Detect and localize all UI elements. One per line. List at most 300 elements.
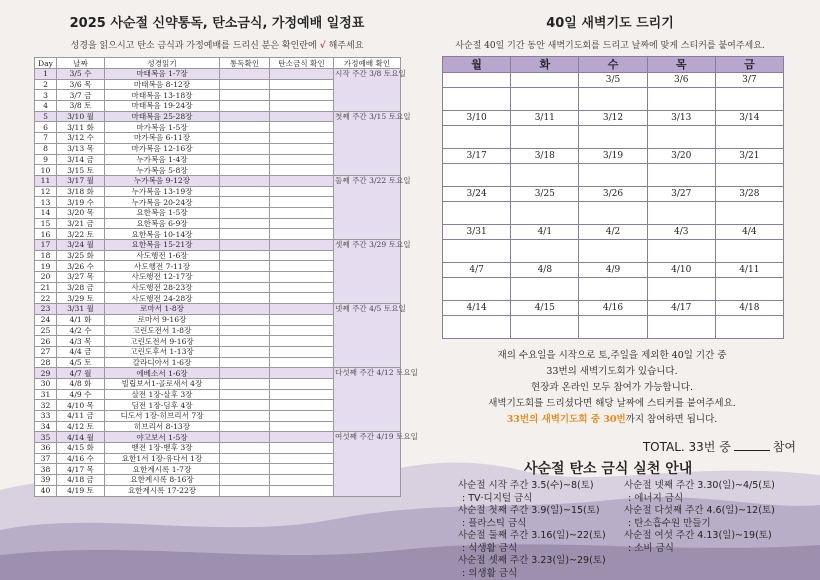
calendar-date-label: 4/4 [716,225,783,240]
fast-week-topic: : 탄소흡수원 만들기 [628,518,711,529]
fast-check-cell[interactable] [270,154,334,165]
day-cell: 9 [35,154,57,165]
fast-check-cell[interactable] [270,197,334,208]
read-check-cell[interactable] [220,357,270,368]
fast-week-line: 사순절 첫째 주간 3.9(일)~15(토) [458,505,600,516]
calendar-date-label: 3/24 [443,187,510,202]
worship-check-cell[interactable]: 첫째 주간 3/15 토요일 [334,111,401,175]
worship-check-cell[interactable]: 다섯째 주간 4/12 토요일 [334,368,401,432]
date-cell: 3/8 토 [57,101,105,112]
sticker-cell[interactable] [579,111,647,148]
reading-cell: 사도행전 12-17장 [105,272,220,283]
read-check-cell[interactable] [220,443,270,454]
read-check-cell[interactable] [220,261,270,272]
fast-check-cell[interactable] [270,165,334,176]
day-cell: 35 [35,432,57,443]
fast-check-cell[interactable] [270,325,334,336]
table-row [35,69,401,80]
fast-check-cell[interactable] [270,111,334,122]
reading-cell: 사도행전 7-11장 [105,261,220,272]
calendar-date-label: 4/14 [443,301,510,316]
total-blank[interactable] [734,450,770,451]
read-check-cell[interactable] [220,314,270,325]
date-cell: 4/17 목 [57,464,105,475]
read-check-cell[interactable] [220,304,270,315]
day-cell: 18 [35,250,57,261]
read-check-cell[interactable] [220,389,270,400]
note-line: 현장과 온라인 모두 참여가 가능합니다. [531,382,693,393]
sticker-cell[interactable] [511,73,579,110]
instruction-after: 해주세요 [328,41,364,51]
fast-week-line: 사순절 시작 주간 3.5(수)~8(토) [458,480,594,491]
day-cell: 31 [35,389,57,400]
fast-check-cell[interactable] [270,207,334,218]
fast-week-line: 사순절 다섯째 주간 4.6(일)~12(토) [624,505,775,516]
date-cell: 3/5 수 [57,69,105,80]
sticker-cell[interactable] [443,225,511,262]
calendar-week [443,300,783,338]
calendar-date-label: 3/26 [579,187,646,202]
calendar-date-label: 3/20 [648,149,715,164]
day-cell: 17 [35,240,57,251]
calendar-date-label: 4/7 [443,263,510,278]
calendar-date-label: 3/17 [443,149,510,164]
day-cell: 22 [35,293,57,304]
calendar-week [443,262,783,300]
date-cell: 3/31 월 [57,304,105,315]
sticker-cell[interactable] [443,301,511,338]
day-cell: 38 [35,464,57,475]
calendar-date-label: 4/11 [716,263,783,278]
worship-check-cell[interactable]: 여섯째 주간 4/19 토요일 [334,432,401,496]
sticker-cell[interactable] [648,111,716,148]
calendar-date-label: 4/17 [648,301,715,316]
sticker-cell[interactable] [716,73,783,110]
fast-check-cell[interactable] [270,186,334,197]
reading-cell: 마가복음 12-16장 [105,143,220,154]
read-check-cell[interactable] [220,122,270,133]
fast-check-cell[interactable] [270,250,334,261]
weekday-tue: 화 [511,57,579,72]
fast-check-cell[interactable] [270,240,334,251]
fast-week-topic: : 플라스틱 금식 [462,518,527,529]
day-cell: 30 [35,378,57,389]
fast-check-cell[interactable] [270,79,334,90]
weekday-thu: 목 [648,57,716,72]
highlight-text: 33번의 새벽기도회 중 30번 [506,414,626,425]
sticker-cell[interactable] [511,225,579,262]
reading-cell: 누가복음 1-4장 [105,154,220,165]
date-cell: 4/16 수 [57,453,105,464]
fast-check-cell[interactable] [270,101,334,112]
read-check-cell[interactable] [220,421,270,432]
reading-cell: 야고보서 1-5장 [105,432,220,443]
sticker-cell[interactable] [716,187,783,224]
day-cell: 13 [35,197,57,208]
reading-cell: 디도서 1장-히브리서 7장 [105,411,220,422]
fast-check-cell[interactable] [270,378,334,389]
sticker-cell[interactable] [579,187,647,224]
read-check-cell[interactable] [220,411,270,422]
header-fast-check: 탄소금식 확인 [270,58,334,69]
calendar-date-label: 3/13 [648,111,715,126]
fast-check-cell[interactable] [270,400,334,411]
date-cell: 3/15 토 [57,165,105,176]
read-check-cell[interactable] [220,154,270,165]
read-check-cell[interactable] [220,453,270,464]
read-check-cell[interactable] [220,240,270,251]
reading-cell: 요한복음 1-5장 [105,207,220,218]
table-header-row [35,58,401,69]
table-row [35,111,401,122]
read-check-cell[interactable] [220,485,270,496]
date-cell: 3/18 화 [57,186,105,197]
date-cell: 3/27 목 [57,272,105,283]
day-cell: 40 [35,485,57,496]
reading-cell: 마태복음 19-24장 [105,101,220,112]
fast-week-topic: : 소비 금식 [628,543,674,554]
sticker-cell[interactable] [511,301,579,338]
reading-cell: 요한계시록 1-7장 [105,464,220,475]
date-cell: 4/15 화 [57,443,105,454]
read-check-cell[interactable] [220,229,270,240]
read-check-cell[interactable] [220,378,270,389]
fast-check-cell[interactable] [270,90,334,101]
read-check-cell[interactable] [220,336,270,347]
read-check-cell[interactable] [220,432,270,443]
day-cell: 8 [35,143,57,154]
day-cell: 2 [35,79,57,90]
reading-cell: 고린도후서 1-13장 [105,346,220,357]
prayer-title: 40일 새벽기도 드리기 [546,16,674,31]
note-highlight-line [442,412,782,428]
fast-check-cell[interactable] [270,485,334,496]
day-cell: 15 [35,218,57,229]
read-check-cell[interactable] [220,90,270,101]
day-cell: 37 [35,453,57,464]
date-cell: 3/26 수 [57,261,105,272]
instruction-before: 성경을 읽으시고 탄소 금식과 가정예배를 드리신 분은 확인란에 [70,41,317,51]
read-check-cell[interactable] [220,69,270,80]
calendar-week [443,110,783,148]
sticker-cell[interactable] [579,73,647,110]
day-cell: 12 [35,186,57,197]
reading-cell: 살전 1장-살후 3장 [105,389,220,400]
date-cell: 3/11 화 [57,122,105,133]
reading-cell: 마태복음 8-12장 [105,79,220,90]
day-cell: 7 [35,133,57,144]
reading-cell: 로마서 1-8장 [105,304,220,315]
read-check-cell[interactable] [220,325,270,336]
sticker-calendar [442,56,784,339]
reading-cell: 사도행전 1-6장 [105,250,220,261]
date-cell: 4/9 수 [57,389,105,400]
calendar-date-label: 3/11 [511,111,578,126]
fast-check-cell[interactable] [270,464,334,475]
date-cell: 3/14 금 [57,154,105,165]
calendar-date-label: 3/19 [579,149,646,164]
reading-table [34,57,418,497]
day-cell: 4 [35,101,57,112]
fast-check-cell[interactable] [270,261,334,272]
date-cell: 4/14 월 [57,432,105,443]
header-worship-check: 가정예배 확인 [334,58,401,69]
sticker-cell[interactable] [648,263,716,300]
date-cell: 4/7 월 [57,368,105,379]
fast-check-cell[interactable] [270,229,334,240]
reading-cell: 요한복음 6-9장 [105,218,220,229]
reading-cell: 사도행전 24-28장 [105,293,220,304]
date-cell: 4/11 금 [57,411,105,422]
prayer-instruction: 사순절 40일 기간 동안 새벽기도회를 드리고 날짜에 맞게 스티커를 붙여주세요. [455,41,765,51]
header-day: Day [35,58,57,69]
fast-check-cell[interactable] [270,357,334,368]
reading-cell: 누가복음 20-24장 [105,197,220,208]
date-cell: 4/10 목 [57,400,105,411]
day-cell: 3 [35,90,57,101]
fast-week-line: 사순절 여섯 주간 4.13(일)~19(토) [624,530,772,541]
reading-cell: 마가복음 1-5장 [105,122,220,133]
sticker-cell[interactable] [648,225,716,262]
date-cell: 3/20 목 [57,207,105,218]
read-check-cell[interactable] [220,282,270,293]
calendar-week [443,72,783,110]
date-cell: 4/3 목 [57,336,105,347]
sticker-cell[interactable] [716,149,783,186]
day-cell: 21 [35,282,57,293]
page-title: 2025 사순절 신약통독, 탄소금식, 가정예배 일정표 [69,16,365,31]
weekday-wed: 수 [579,57,647,72]
reading-cell: 에베소서 1-6장 [105,368,220,379]
fast-week-line: 사순절 넷째 주간 3.30(일)~4/5(토) [624,480,775,491]
day-cell: 32 [35,400,57,411]
day-cell: 27 [35,346,57,357]
day-cell: 34 [35,421,57,432]
fast-week-topic: : 의생활 금식 [462,568,518,579]
day-cell: 14 [35,207,57,218]
table-row [35,240,401,251]
sticker-cell[interactable] [648,187,716,224]
sticker-cell[interactable] [511,111,579,148]
sticker-cell[interactable] [716,301,783,338]
read-check-cell[interactable] [220,368,270,379]
fast-check-cell[interactable] [270,368,334,379]
reading-cell: 마가복음 6-11장 [105,133,220,144]
read-check-cell[interactable] [220,111,270,122]
calendar-date-label: 4/9 [579,263,646,278]
sticker-cell[interactable] [579,225,647,262]
sticker-cell[interactable] [443,73,511,110]
reading-cell: 누가복음 9-12장 [105,175,220,186]
sticker-cell[interactable] [511,187,579,224]
fast-check-cell[interactable] [270,411,334,422]
sticker-cell[interactable] [443,187,511,224]
calendar-date-label: 4/18 [716,301,783,316]
read-check-cell[interactable] [220,250,270,261]
calendar-date-label: 4/10 [648,263,715,278]
fast-check-cell[interactable] [270,143,334,154]
worship-check-cell[interactable]: 시작 주간 3/8 토요일 [334,69,401,112]
fast-check-cell[interactable] [270,475,334,486]
date-cell: 4/18 금 [57,475,105,486]
fast-week-topic: : 에너지 금식 [628,493,684,504]
fast-check-cell[interactable] [270,432,334,443]
reading-cell: 마태복음 25-28장 [105,111,220,122]
day-cell: 11 [35,175,57,186]
sticker-cell[interactable] [716,225,783,262]
sticker-cell[interactable] [648,149,716,186]
reading-cell: 갈라디아서 1-6장 [105,357,220,368]
calendar-date-label: 3/6 [648,73,715,88]
read-check-cell[interactable] [220,272,270,283]
fast-check-cell[interactable] [270,293,334,304]
sticker-cell[interactable] [579,301,647,338]
sticker-cell[interactable] [716,111,783,148]
fast-guide-right [624,480,775,555]
reading-cell: 로마서 9-16장 [105,314,220,325]
calendar-date-label: 3/7 [716,73,783,88]
sticker-cell[interactable] [511,149,579,186]
calendar-date-label: 3/18 [511,149,578,164]
day-cell: 36 [35,443,57,454]
reading-cell: 히브리서 8-13장 [105,421,220,432]
fast-check-cell[interactable] [270,282,334,293]
date-cell: 3/17 월 [57,175,105,186]
fast-check-cell[interactable] [270,336,334,347]
reading-cell: 요한1서 1장-유다서 1장 [105,453,220,464]
fast-week-line: 사순절 둘째 주간 3.16(일)~22(토) [458,530,606,541]
read-check-cell[interactable] [220,101,270,112]
read-check-cell[interactable] [220,464,270,475]
worship-check-cell[interactable]: 넷째 주간 4/5 토요일 [334,304,401,368]
weekday-fri: 금 [744,58,755,71]
date-cell: 3/6 목 [57,79,105,90]
date-cell: 4/1 화 [57,314,105,325]
day-cell: 6 [35,122,57,133]
table-row [35,304,401,315]
read-check-cell[interactable] [220,175,270,186]
header-read-check: 통독확인 [220,58,270,69]
read-check-cell[interactable] [220,207,270,218]
calendar-date-label: 4/1 [511,225,578,240]
read-check-cell[interactable] [220,133,270,144]
calendar-date-label [511,73,578,88]
sticker-cell[interactable] [511,263,579,300]
note-line: 재의 수요일을 시작으로 토,주일을 제외한 40일 기간 중 [497,350,727,361]
day-cell: 19 [35,261,57,272]
date-cell: 3/21 금 [57,218,105,229]
worship-check-cell[interactable]: 둘째 주간 3/22 토요일 [334,175,401,239]
calendar-date-label: 3/21 [716,149,783,164]
calendar-date-label: 3/31 [443,225,510,240]
date-cell: 4/4 금 [57,346,105,357]
fast-check-cell[interactable] [270,443,334,454]
read-check-cell[interactable] [220,218,270,229]
date-cell: 3/28 금 [57,282,105,293]
reading-cell: 요한계시록 8-16장 [105,475,220,486]
read-check-cell[interactable] [220,186,270,197]
sticker-cell[interactable] [443,263,511,300]
day-cell: 24 [35,314,57,325]
date-cell: 4/12 토 [57,421,105,432]
note-line: 33번의 새벽기도회가 있습니다. [546,366,678,377]
calendar-date-label: 3/28 [716,187,783,202]
fast-check-cell[interactable] [270,421,334,432]
sticker-cell[interactable] [579,263,647,300]
day-cell: 39 [35,475,57,486]
weekday-mon: 월 [443,57,511,72]
reading-cell: 요한복음 10-14장 [105,229,220,240]
reading-schedule-panel [34,8,418,497]
calendar-header [443,57,783,72]
read-check-cell[interactable] [220,346,270,357]
sticker-cell[interactable] [443,149,511,186]
sticker-cell[interactable] [443,111,511,148]
fast-check-cell[interactable] [270,122,334,133]
date-cell: 3/13 목 [57,143,105,154]
calendar-date-label: 3/10 [443,111,510,126]
fast-check-cell[interactable] [270,69,334,80]
reading-cell: 요한계시록 17-22장 [105,485,220,496]
day-cell: 16 [35,229,57,240]
read-check-cell[interactable] [220,79,270,90]
day-cell: 23 [35,304,57,315]
sticker-cell[interactable] [648,301,716,338]
worship-check-cell[interactable]: 셋째 주간 3/29 토요일 [334,240,401,304]
sticker-cell[interactable] [716,263,783,300]
fast-check-cell[interactable] [270,133,334,144]
fast-week-line: 사순절 셋째 주간 3.23(일)~29(토) [458,555,606,566]
sticker-cell[interactable] [579,149,647,186]
reading-cell: 누가복음 13-19장 [105,186,220,197]
calendar-date-label: 3/12 [579,111,646,126]
read-check-cell[interactable] [220,475,270,486]
read-check-cell[interactable] [220,165,270,176]
reading-cell: 고린도전서 1-8장 [105,325,220,336]
day-cell: 33 [35,411,57,422]
fast-check-cell[interactable] [270,389,334,400]
calendar-week [443,224,783,262]
fast-check-cell[interactable] [270,346,334,357]
reading-cell: 빌립보서1-골로새서 4장 [105,378,220,389]
calendar-date-label: 4/3 [648,225,715,240]
fast-check-cell[interactable] [270,218,334,229]
day-cell: 1 [35,69,57,80]
fast-check-cell[interactable] [270,272,334,283]
table-row [35,432,401,443]
calendar-date-label: 4/8 [511,263,578,278]
fast-check-cell[interactable] [270,304,334,315]
date-cell: 3/29 토 [57,293,105,304]
read-check-cell[interactable] [220,197,270,208]
fast-check-cell[interactable] [270,314,334,325]
fast-check-cell[interactable] [270,453,334,464]
day-cell: 28 [35,357,57,368]
calendar-date-label: 4/16 [579,301,646,316]
table-row [35,175,401,186]
sticker-cell[interactable] [648,73,716,110]
read-check-cell[interactable] [220,143,270,154]
date-cell: 4/19 토 [57,485,105,496]
date-cell: 3/22 토 [57,229,105,240]
read-check-cell[interactable] [220,400,270,411]
read-check-cell[interactable] [220,293,270,304]
instruction-text [34,38,400,51]
reading-cell: 사도행전 28-23장 [105,282,220,293]
header-date: 날짜 [57,58,105,69]
prayer-notes [442,348,782,428]
fast-check-cell[interactable] [270,175,334,186]
